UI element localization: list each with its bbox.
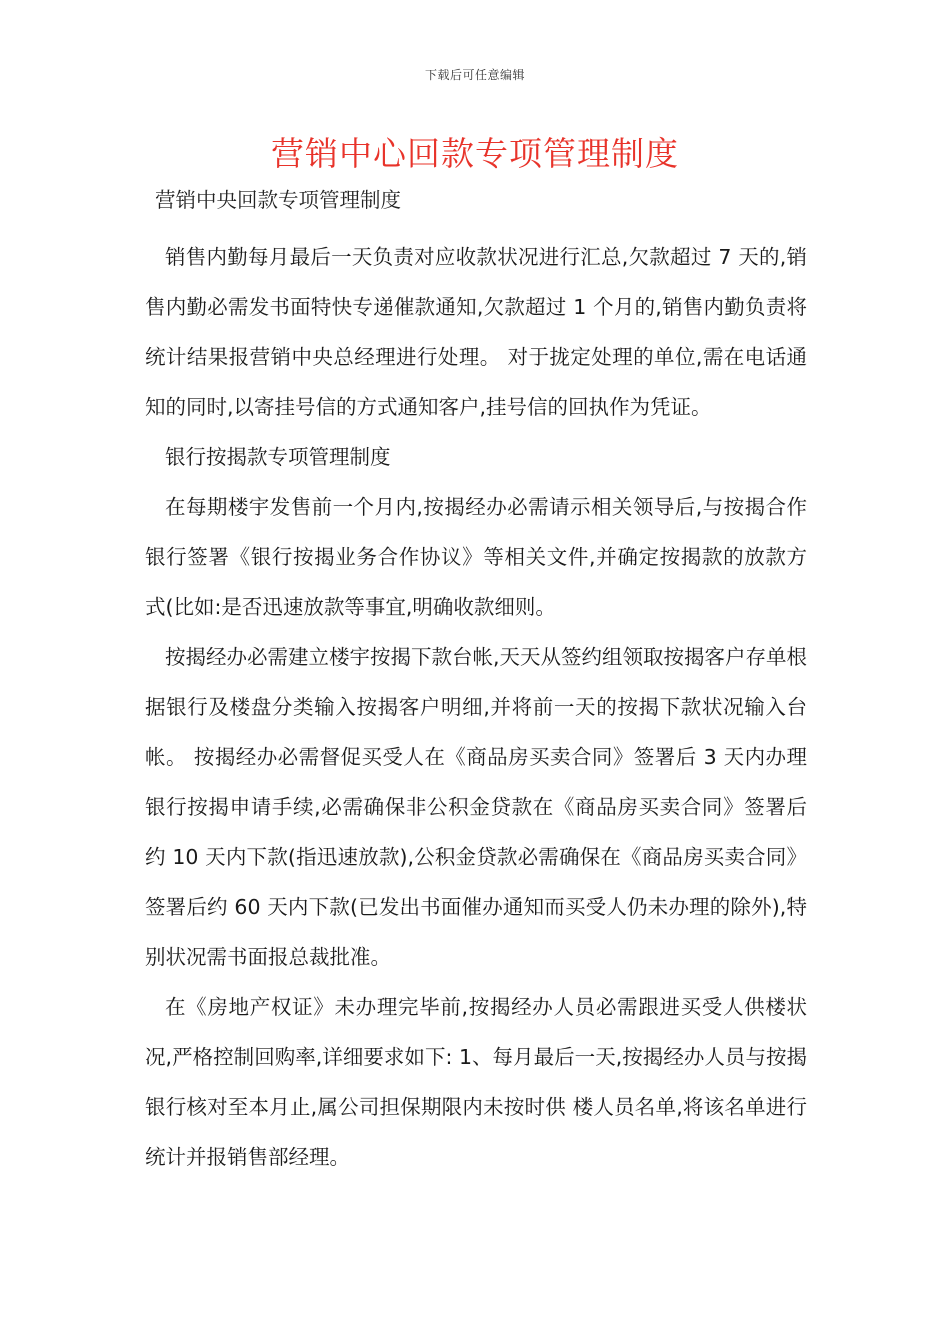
header-note: 下载后可任意编辑	[424, 68, 525, 82]
section-heading-mortgage: 银行按揭款专项管理制度	[165, 445, 391, 469]
paragraph-repurchase-control: 在《房地产权证》未办理完毕前,按揭经办人员必需跟进买受人供楼状况,严格控制回购率,详细要求如下: 1、每月最后一天,按揭经办人员与按揭银行核对至本月止,属公司担保期限内未按时供 楼人员名单,将该名单进行统计并报销售部经理。	[145, 995, 807, 1169]
paragraph-mortgage-agreement: 在每期楼宇发售前一个月内,按揭经办必需请示相关领导后,与按揭合作银行签署《银行按揭业务合作协议》等相关文件,并确定按揭款的放款方式(比如:是否迅速放款等事宜,明确收款细则。	[145, 495, 807, 619]
document-title: 营销中心回款专项管理制度	[271, 134, 679, 173]
document-body	[145, 182, 807, 1182]
paragraph-mortgage-ledger: 按揭经办必需建立楼宇按揭下款台帐,天天从签约组领取按揭客户存单根据银行及楼盘分类输入按揭客户明细,并将前一天的按揭下款状况输入台帐。 按揭经办必需督促买受人在《商品房买卖合同》签署后 3 天内办理银行按揭申请手续,必需确保非公积金贷款在《商品房买卖合同》签署后约 10 天内下款(指迅速放款),公积金贷款必需确保在《商品房买卖合同》签署后约 60 天内下款(已发出书面催办通知而买受人仍未办理的除外),特别状况需书面报总裁批准。	[145, 645, 808, 969]
section-subtitle: 营销中央回款专项管理制度	[155, 188, 401, 212]
paragraph-receivables: 销售内勤每月最后一天负责对应收款状况进行汇总,欠款超过 7 天的,销售内勤必需发书面特快专递催款通知,欠款超过 1 个月的,销售内勤负责将统计结果报营销中央总经理进行处理。 对于拢定处理的单位,需在电话通知的同时,以寄挂号信的方式通知客户,挂号信的回执作为凭证。	[145, 245, 807, 419]
